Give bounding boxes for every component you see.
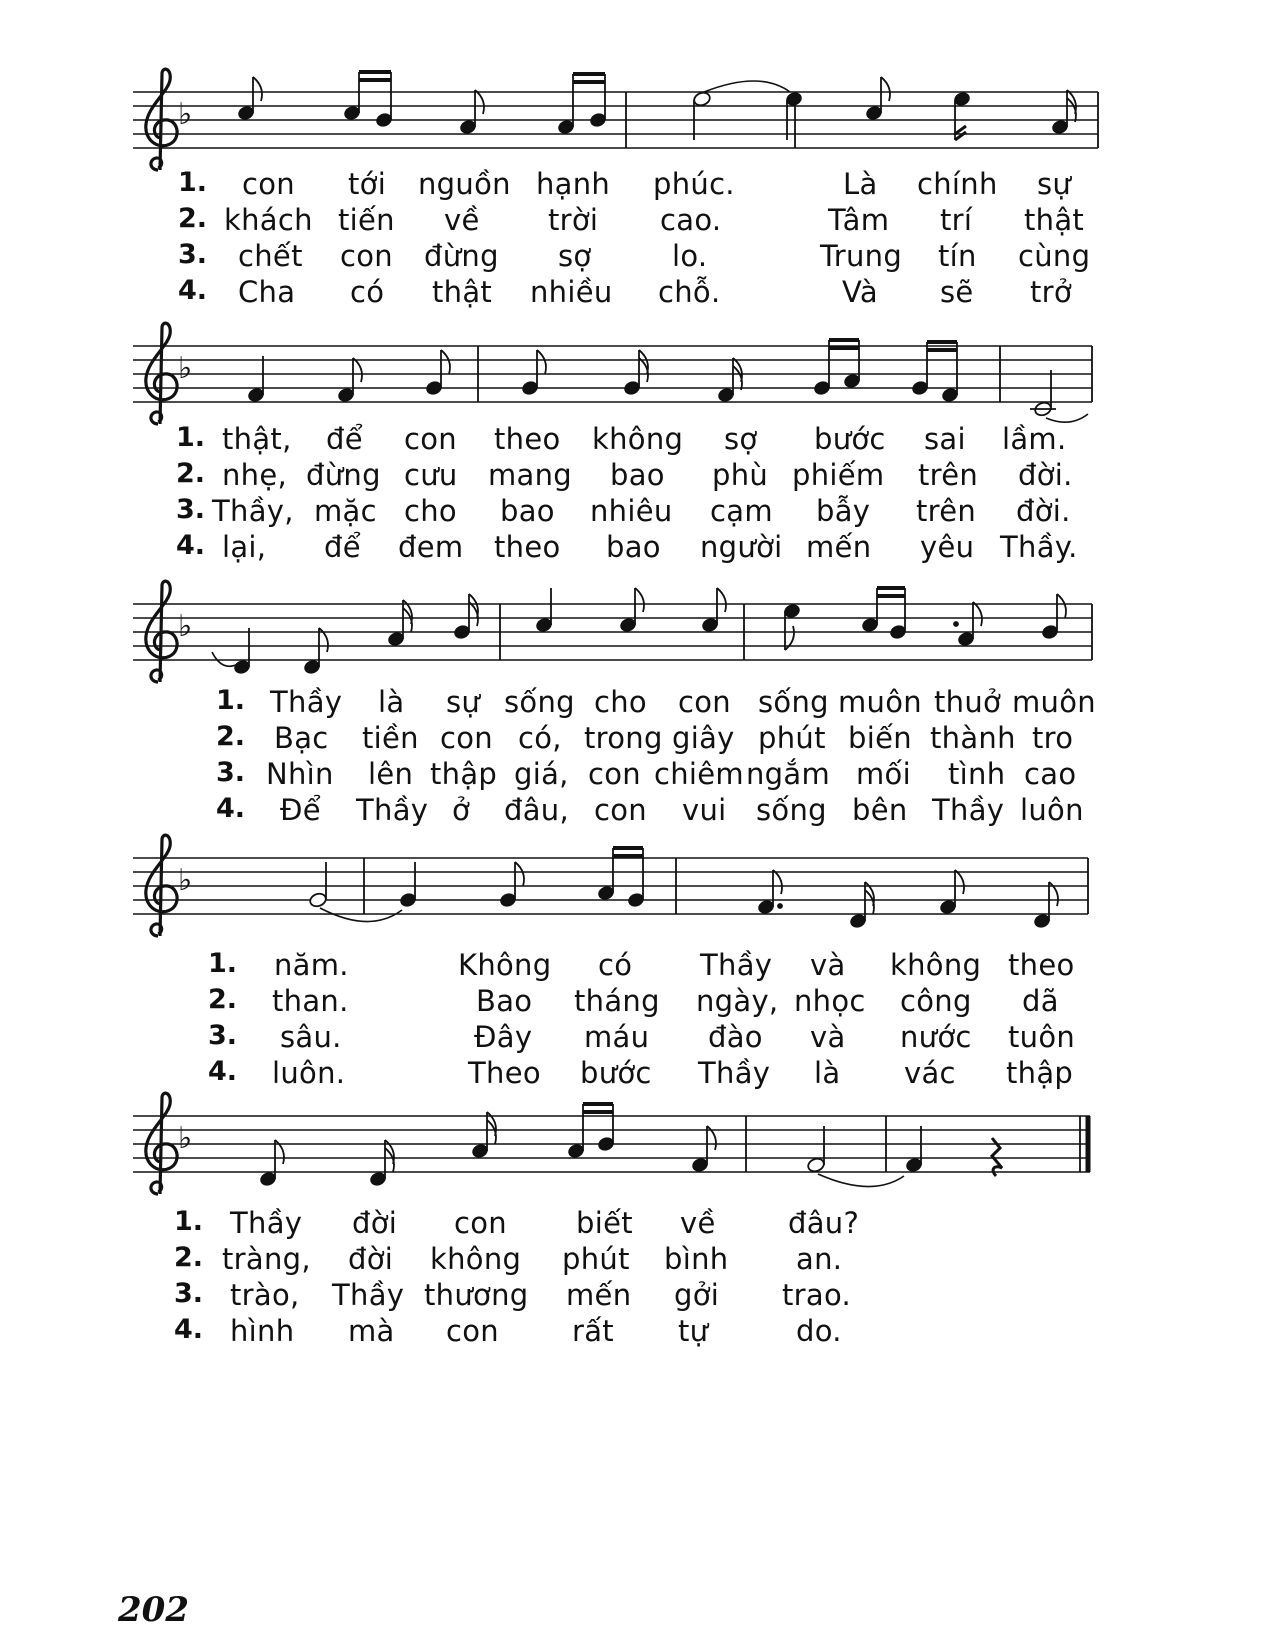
syllable: đời. — [1016, 494, 1071, 528]
syllable: Thầy — [270, 685, 343, 719]
syllable: thương — [424, 1278, 529, 1312]
syllable: tín — [938, 239, 977, 273]
syllable: con — [440, 721, 493, 755]
syllable: luôn. — [272, 1056, 346, 1090]
syllable: tuôn — [1008, 1020, 1076, 1054]
syllable: nhiêu — [590, 494, 673, 528]
syllable: Theo — [468, 1056, 541, 1090]
syllable: con — [454, 1206, 507, 1240]
syllable: phút — [758, 721, 826, 755]
syllable: là — [378, 685, 405, 719]
syllable: Thầy — [356, 793, 429, 827]
verse-line — [0, 458, 1275, 494]
syllable: trao. — [782, 1278, 852, 1312]
notes — [248, 340, 1088, 422]
syllable: biến — [848, 721, 912, 755]
verse-line — [0, 239, 1275, 275]
syllable: không — [430, 1242, 522, 1276]
syllable: đừng — [424, 239, 499, 273]
syllable: lên — [368, 757, 414, 791]
verse-number: 2. — [178, 203, 208, 234]
syllable: Bao — [476, 984, 533, 1018]
syllable: theo — [1008, 948, 1075, 982]
flat-sign-icon: ♭ — [178, 1121, 193, 1156]
verse-number: 1. — [178, 167, 208, 198]
syllable: chiêm — [654, 757, 744, 791]
syllable: sâu. — [280, 1020, 342, 1054]
syllable: nước — [900, 1020, 972, 1054]
verse-number: 3. — [178, 239, 208, 270]
syllable: về — [444, 203, 480, 237]
verse-line — [0, 685, 1275, 721]
verse-number: 2. — [174, 1242, 204, 1273]
verse-line — [0, 494, 1275, 530]
syllable: Thầy — [230, 1206, 303, 1240]
verse-number: 2. — [176, 458, 206, 489]
syllable: chính — [917, 167, 998, 201]
syllable: nhiều — [530, 275, 613, 309]
syllable: và — [810, 1020, 846, 1054]
syllable: theo — [494, 422, 561, 456]
syllable: là — [814, 1056, 841, 1090]
syllable: con — [404, 422, 457, 456]
syllable: con — [340, 239, 393, 273]
syllable: để — [324, 530, 361, 564]
syllable: muôn — [1012, 685, 1096, 719]
syllable: trào, — [230, 1278, 300, 1312]
syllable: trên — [918, 458, 979, 492]
syllable: mối — [856, 757, 911, 791]
syllable: phù — [712, 458, 769, 492]
syllable: con — [588, 757, 641, 791]
syllable: về — [680, 1206, 716, 1240]
verse-line — [0, 1314, 1275, 1350]
syllable: sống — [504, 685, 575, 719]
syllable: cạm — [710, 494, 773, 528]
syllable: do. — [796, 1314, 842, 1348]
staff-lines — [133, 604, 1092, 660]
syllable: không — [890, 948, 982, 982]
verse-number: 1. — [176, 422, 206, 453]
syllable: lầm. — [1002, 422, 1067, 456]
syllable: bao — [606, 530, 661, 564]
syllable: bước — [580, 1056, 652, 1090]
syllable: tiến — [338, 203, 395, 237]
staff-lines — [133, 92, 1098, 148]
syllable: cho — [404, 494, 457, 528]
syllable: cưu — [404, 458, 458, 492]
syllable: Thầy, — [212, 494, 294, 528]
syllable: ở — [452, 793, 471, 827]
syllable: trở — [1030, 275, 1072, 309]
syllable: con — [678, 685, 731, 719]
syllable: sống — [756, 793, 827, 827]
syllable: và — [810, 948, 846, 982]
verse-number: 3. — [216, 757, 246, 788]
syllable: tháng — [574, 984, 660, 1018]
flat-sign-icon: ♭ — [178, 863, 193, 898]
verse-line — [0, 530, 1275, 566]
syllable: tới — [348, 167, 387, 201]
syllable: mà — [348, 1314, 395, 1348]
verse-line — [0, 203, 1275, 239]
verse-number: 2. — [216, 721, 246, 752]
syllable: con — [242, 167, 295, 201]
verse-number: 1. — [174, 1206, 204, 1237]
syllable: sự — [446, 685, 481, 719]
syllable: bao — [610, 458, 665, 492]
syllable: Là — [843, 167, 878, 201]
syllable: con — [446, 1314, 499, 1348]
syllable: mang — [488, 458, 573, 492]
syllable: Để — [280, 793, 321, 827]
syllable: Tâm — [828, 203, 890, 237]
verse-number: 3. — [176, 494, 206, 525]
syllable: có — [350, 275, 385, 309]
syllable: Thầy — [698, 1056, 771, 1090]
syllable: Nhìn — [266, 757, 334, 791]
syllable: sẽ — [940, 275, 974, 309]
syllable: phút — [562, 1242, 630, 1276]
syllable: trên — [916, 494, 977, 528]
syllable: thật, — [222, 422, 292, 456]
verse-number: 4. — [174, 1314, 204, 1345]
verse-number: 3. — [208, 1020, 238, 1051]
syllable: giá, — [514, 757, 569, 791]
verse-number: 4. — [208, 1056, 238, 1087]
syllable: tro — [1032, 721, 1074, 755]
syllable: thập — [1006, 1056, 1074, 1090]
staff-5 — [0, 1080, 1275, 1220]
syllable: đâu, — [504, 793, 569, 827]
syllable: Thầy — [932, 793, 1005, 827]
syllable: biết — [576, 1206, 633, 1240]
syllable: thành — [930, 721, 1016, 755]
syllable: trí — [940, 203, 973, 237]
verse-line — [0, 721, 1275, 757]
syllable: vui — [682, 793, 727, 827]
syllable: đời. — [1018, 458, 1073, 492]
syllable: công — [900, 984, 972, 1018]
syllable: gởi — [674, 1278, 720, 1312]
syllable: an. — [796, 1242, 843, 1276]
syllable: khách — [224, 203, 313, 237]
syllable: lại, — [222, 530, 267, 564]
verse-number: 3. — [174, 1278, 204, 1309]
page-number: 202 — [118, 1590, 189, 1630]
syllable: cùng — [1018, 239, 1091, 273]
syllable: than. — [272, 984, 349, 1018]
syllable: ngắm — [746, 757, 831, 791]
syllable: đào — [708, 1020, 763, 1054]
flat-sign-icon: ♭ — [178, 97, 193, 132]
syllable: Cha — [238, 275, 296, 309]
syllable: cao. — [660, 203, 722, 237]
syllable: Thầy — [332, 1278, 405, 1312]
syllable: vác — [904, 1056, 956, 1090]
syllable: thuở — [934, 685, 1002, 719]
syllable: mến — [806, 530, 872, 564]
syllable: Thầy. — [1000, 530, 1078, 564]
syllable: nhẹ, — [222, 458, 288, 492]
syllable: yêu — [920, 530, 975, 564]
syllable: bên — [852, 793, 908, 827]
syllable: đem — [398, 530, 464, 564]
verse-line — [0, 275, 1275, 311]
syllable: cho — [594, 685, 647, 719]
verse-number: 4. — [176, 530, 206, 561]
syllable: Bạc — [274, 721, 329, 755]
syllable: thập — [430, 757, 498, 791]
syllable: người — [700, 530, 783, 564]
syllable: rất — [572, 1314, 614, 1348]
syllable: giây — [672, 721, 735, 755]
syllable: mến — [566, 1278, 632, 1312]
verse-line — [0, 757, 1275, 793]
syllable: Trung — [820, 239, 903, 273]
syllable: thật — [1024, 203, 1085, 237]
verse-line — [0, 1206, 1275, 1242]
verse-line — [0, 984, 1275, 1020]
syllable: trời — [548, 203, 599, 237]
verse-line — [0, 1242, 1275, 1278]
notes — [308, 848, 1058, 929]
syllable: dã — [1022, 984, 1059, 1018]
verse-line — [0, 948, 1275, 984]
syllable: trong — [584, 721, 663, 755]
syllable: thật — [432, 275, 493, 309]
syllable: bẫy — [816, 494, 871, 528]
flat-sign-icon: ♭ — [178, 609, 193, 644]
syllable: mặc — [314, 494, 377, 528]
verse-number: 4. — [216, 793, 246, 824]
syllable: nguồn — [418, 167, 511, 201]
syllable: hình — [230, 1314, 295, 1348]
syllable: sợ — [724, 422, 758, 456]
syllable: Thầy — [700, 948, 773, 982]
syllable: bao — [500, 494, 555, 528]
syllable: Đây — [474, 1020, 533, 1054]
syllable: nhọc — [794, 984, 866, 1018]
syllable: chết — [238, 239, 303, 273]
syllable: con — [594, 793, 647, 827]
syllable: luôn — [1020, 793, 1084, 827]
syllable: có — [598, 948, 633, 982]
syllable: không — [592, 422, 684, 456]
syllable: Không — [458, 948, 552, 982]
flat-sign-icon: ♭ — [178, 351, 193, 386]
syllable: sự — [1037, 167, 1072, 201]
syllable: đừng — [306, 458, 381, 492]
syllable: phúc. — [653, 167, 735, 201]
verse-number: 2. — [208, 984, 238, 1015]
verse-line — [0, 167, 1275, 203]
syllable: đâu? — [788, 1206, 860, 1240]
syllable: sợ — [558, 239, 592, 273]
verse-line — [0, 1020, 1275, 1056]
verse-number: 4. — [178, 275, 208, 306]
syllable: muôn — [838, 685, 922, 719]
syllable: đời — [348, 1242, 394, 1276]
syllable: theo — [494, 530, 561, 564]
syllable: tiền — [362, 721, 419, 755]
syllable: Và — [842, 275, 878, 309]
syllable: lo. — [672, 239, 708, 273]
syllable: tự — [678, 1314, 709, 1348]
syllable: có, — [518, 721, 562, 755]
syllable: chỗ. — [658, 275, 721, 309]
verse-number: 1. — [208, 948, 238, 979]
syllable: ngày, — [696, 984, 779, 1018]
verse-line — [0, 1278, 1275, 1314]
syllable: tình — [948, 757, 1006, 791]
syllable: sai — [924, 422, 966, 456]
verse-number: 1. — [216, 685, 246, 716]
syllable: để — [326, 422, 363, 456]
syllable: bình — [664, 1242, 729, 1276]
verse-line — [0, 422, 1275, 458]
syllable: máu — [584, 1020, 650, 1054]
syllable: bước — [814, 422, 886, 456]
staff-4 — [0, 822, 1275, 962]
syllable: năm. — [274, 948, 349, 982]
syllable: đời — [352, 1206, 398, 1240]
syllable: cao — [1024, 757, 1077, 791]
syllable: hạnh — [536, 167, 611, 201]
syllable: sống — [758, 685, 829, 719]
syllable: phiếm — [792, 458, 885, 492]
syllable: tràng, — [222, 1242, 311, 1276]
